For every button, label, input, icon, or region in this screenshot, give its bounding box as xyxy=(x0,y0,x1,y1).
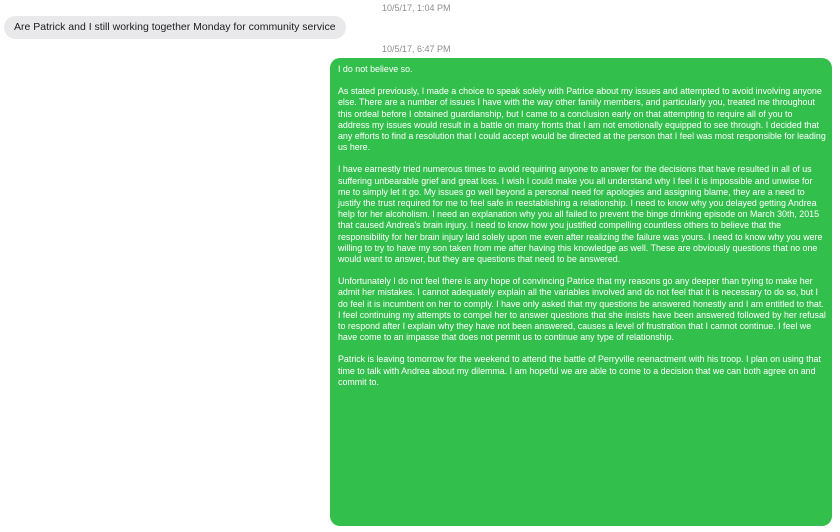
incoming-message-bubble[interactable] xyxy=(4,16,346,39)
message-paragraph: I have earnestly tried numerous times to avoid requiring anyone to answer for the decisions that have resulted in all of us suffering unbearable grief and great loss. I wish I could make you all understand why I feel it is impossible and unwise for me to simply let it go. My issues go well beyond a personal need for apologies and assigning blame, they are a need to justify the trust required for me to feel safe in reestablishing a relationship. I need to know why you delayed getting Andrea help for her alcoholism. I need an explanation why you all failed to prevent the binge drinking episode on March 30th, 2015 that caused Andrea's brain injury. I need to know how you justified compelling countless others to believe that the responsibility for her brain injury laid solely upon me even after realizing the failure was yours. I need to know why you were willing to try to have my son taken from me after having this knowledge as well. These are obviously questions that no one would want to answer, but they are questions that need to be answered. xyxy=(338,164,823,265)
message-paragraph: I do not believe so. xyxy=(338,64,413,74)
message-paragraph: As stated previously, I made a choice to speak solely with Patrice about my issues and attempted to avoid involving anyone else. There are a number of issues I have with the way other family members, and particularly you, treated me throughout this ordeal before I obtained guardianship, but I came to a conclusion early on that attempting to require all of you to address my issues would result in a battle on many fronts that I am not emotionally equipped to see through. I decided that any efforts to find a resolution that I could accept would be directed at the person that I feel was most responsible for leading us here. xyxy=(338,86,826,153)
message-paragraph: Unfortunately I do not feel there is any hope of convincing Patrice that my reasons go any deeper than trying to make her admit her mistakes. I cannot adequately explain all the variables involved and do not feel that it is necessary to do so, but I do feel it is incumbent on her to comply. I have only asked that my questions be answered honestly and I am entitled to that. I feel continuing my attempts to compel her to answer questions that she insists have been answered followed by her refusal to respond after I explain why they have not been answered, causes a level of frustration that I cannot continue. I feel we have come to an impasse that does not permit us to continue any type of relationship. xyxy=(338,276,826,343)
message-timestamp: 10/5/17, 6:47 PM xyxy=(382,44,451,54)
message-paragraph: Patrick is leaving tomorrow for the weekend to attend the battle of Perryville reenactment with his troop. I plan on using that time to talk with Andrea about my dilemma. I am hopeful we are able to come to a decision that we can both agree on and commit to. xyxy=(338,354,821,387)
message-text: Are Patrick and I still working together Monday for community service xyxy=(14,21,336,33)
outgoing-message-bubble[interactable] xyxy=(330,58,832,526)
message-timestamp: 10/5/17, 1:04 PM xyxy=(382,3,451,13)
